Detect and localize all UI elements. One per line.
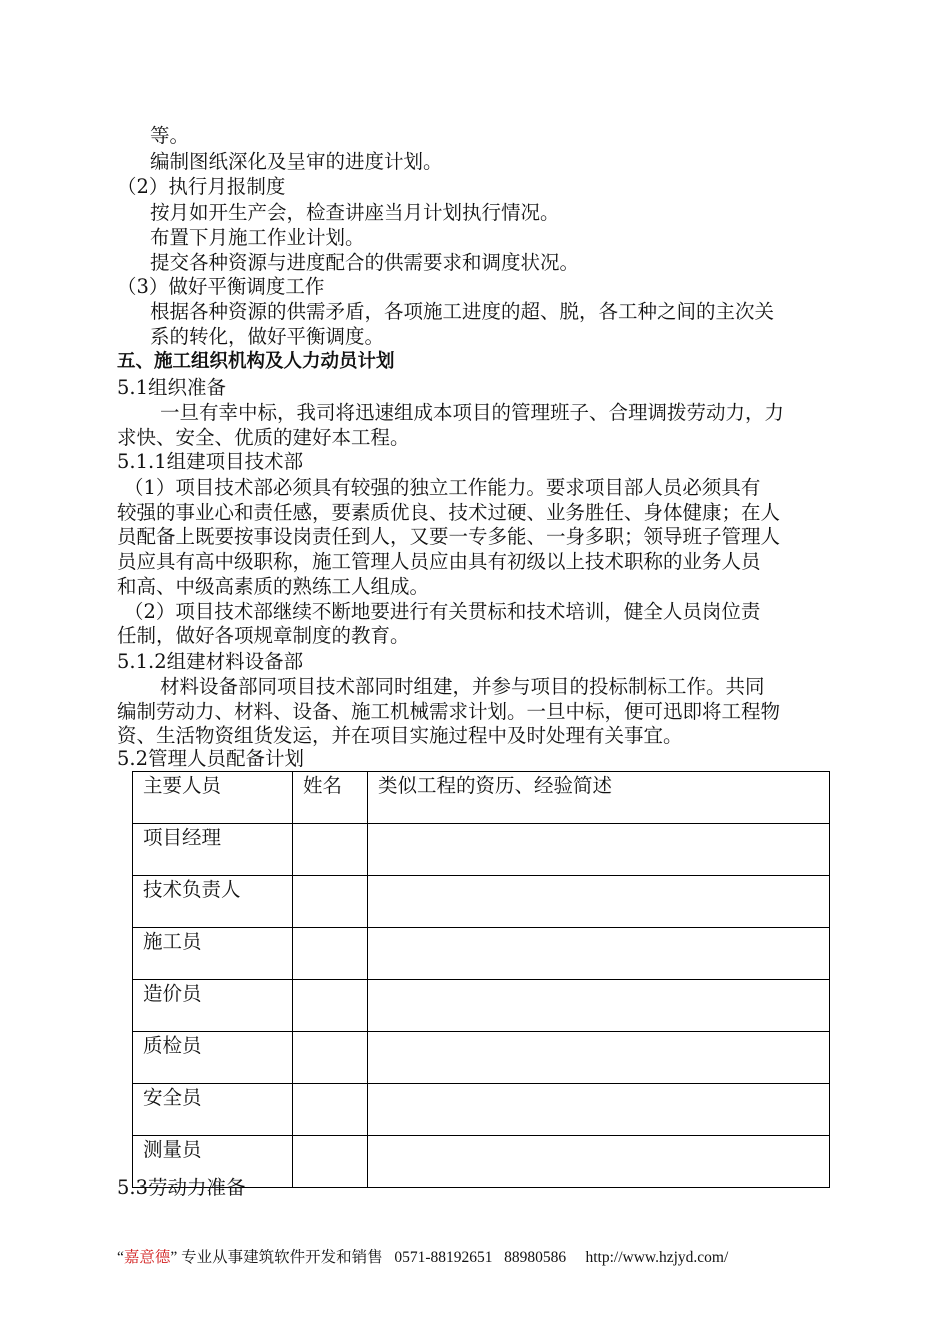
experience-cell <box>368 1084 830 1136</box>
name-cell <box>293 1136 368 1188</box>
table-header-cell: 类似工程的资历、经验简述 <box>368 772 830 824</box>
text-line: 系的转化，做好平衡调度。 <box>150 325 385 348</box>
role-cell: 质检员 <box>133 1032 293 1084</box>
text-line: 材料设备部同项目技术部同时组建，并参与项目的投标制标工作。共同 <box>160 675 765 698</box>
experience-cell <box>368 1032 830 1084</box>
table-row <box>133 824 830 876</box>
role-cell: 施工员 <box>133 928 293 980</box>
section-heading: 五、施工组织机构及人力动员计划 <box>117 351 395 372</box>
name-cell <box>293 980 368 1032</box>
subsection-heading: 5.3劳动力准备 <box>117 1176 246 1199</box>
name-cell <box>293 824 368 876</box>
text-line: 较强的事业心和责任感，要素质优良、技术过硬、业务胜任、身体健康；在人 <box>117 501 781 524</box>
name-cell <box>293 876 368 928</box>
name-cell <box>293 1084 368 1136</box>
text-line: 编制劳动力、材料、设备、施工机械需求计划。一旦中标，便可迅即将工程物 <box>117 700 781 723</box>
table-row <box>133 980 830 1032</box>
table-header-cell: 姓名 <box>293 772 368 824</box>
experience-cell <box>368 1136 830 1188</box>
role-cell: 安全员 <box>133 1084 293 1136</box>
text-line: 根据各种资源的供需矛盾，各项施工进度的超、脱，各工种之间的主次关 <box>150 300 775 323</box>
text-line: 提交各种资源与进度配合的供需要求和调度状况。 <box>150 251 580 274</box>
subsection-heading: 5.1组织准备 <box>117 376 227 399</box>
role-cell: 项目经理 <box>133 824 293 876</box>
table-row <box>133 1032 830 1084</box>
text-line: 一旦有幸中标，我司将迅速组成本项目的管理班子、合理调拨劳动力，力 <box>160 401 785 424</box>
text-line: 和高、中级高素质的熟练工人组成。 <box>117 575 430 598</box>
staffing-table <box>132 771 830 1188</box>
table-row <box>133 928 830 980</box>
text-line: 资、生活物资组货发运，并在项目实施过程中及时处理有关事宜。 <box>117 724 683 747</box>
table-header-cell: 主要人员 <box>133 772 293 824</box>
text-line: 布置下月施工作业计划。 <box>150 226 365 249</box>
subsection-heading: 5.1.2组建材料设备部 <box>117 650 304 673</box>
footer-phone: 0571-88192651 <box>394 1249 493 1266</box>
text-line: （2）执行月报制度 <box>117 175 286 198</box>
footer-quote: ” <box>170 1249 178 1266</box>
page-footer <box>117 1245 728 1267</box>
role-cell: 造价员 <box>133 980 293 1032</box>
role-cell: 技术负责人 <box>133 876 293 928</box>
footer-quote: “ <box>117 1249 124 1266</box>
role-cell: 测量员 <box>133 1136 293 1188</box>
experience-cell <box>368 928 830 980</box>
footer-url[interactable]: http://www.hzjyd.com/ <box>585 1249 729 1266</box>
experience-cell <box>368 980 830 1032</box>
text-line: （2）项目技术部继续不断地要进行有关贯标和技术培训，健全人员岗位责 <box>124 600 761 623</box>
text-line: 等。 <box>150 124 190 147</box>
text-line: （3）做好平衡调度工作 <box>117 275 325 298</box>
footer-phone: 88980586 <box>504 1249 567 1266</box>
name-cell <box>293 928 368 980</box>
experience-cell <box>368 876 830 928</box>
experience-cell <box>368 824 830 876</box>
name-cell <box>293 1032 368 1084</box>
table-row <box>133 1084 830 1136</box>
text-line: 任制，做好各项规章制度的教育。 <box>117 624 410 647</box>
text-line: 编制图纸深化及呈审的进度计划。 <box>150 150 443 173</box>
text-line: 求快、安全、优质的建好本工程。 <box>117 426 410 449</box>
subsection-heading: 5.1.1组建项目技术部 <box>117 450 304 473</box>
footer-brand: 嘉意德 <box>123 1249 171 1266</box>
text-line: 员应具有高中级职称，施工管理人员应由具有初级以上技术职称的业务人员 <box>117 550 761 573</box>
text-line: （1）项目技术部必须具有较强的独立工作能力。要求项目部人员必须具有 <box>124 476 761 499</box>
text-line: 按月如开生产会，检查讲座当月计划执行情况。 <box>150 201 560 224</box>
text-line: 员配备上既要按事设岗责任到人，又要一专多能、一身多职；领导班子管理人 <box>117 525 781 548</box>
table-header-row <box>133 772 830 824</box>
subsection-heading: 5.2管理人员配备计划 <box>117 747 305 770</box>
footer-text: 专业从事建筑软件开发和销售 <box>181 1249 383 1266</box>
table-row <box>133 876 830 928</box>
